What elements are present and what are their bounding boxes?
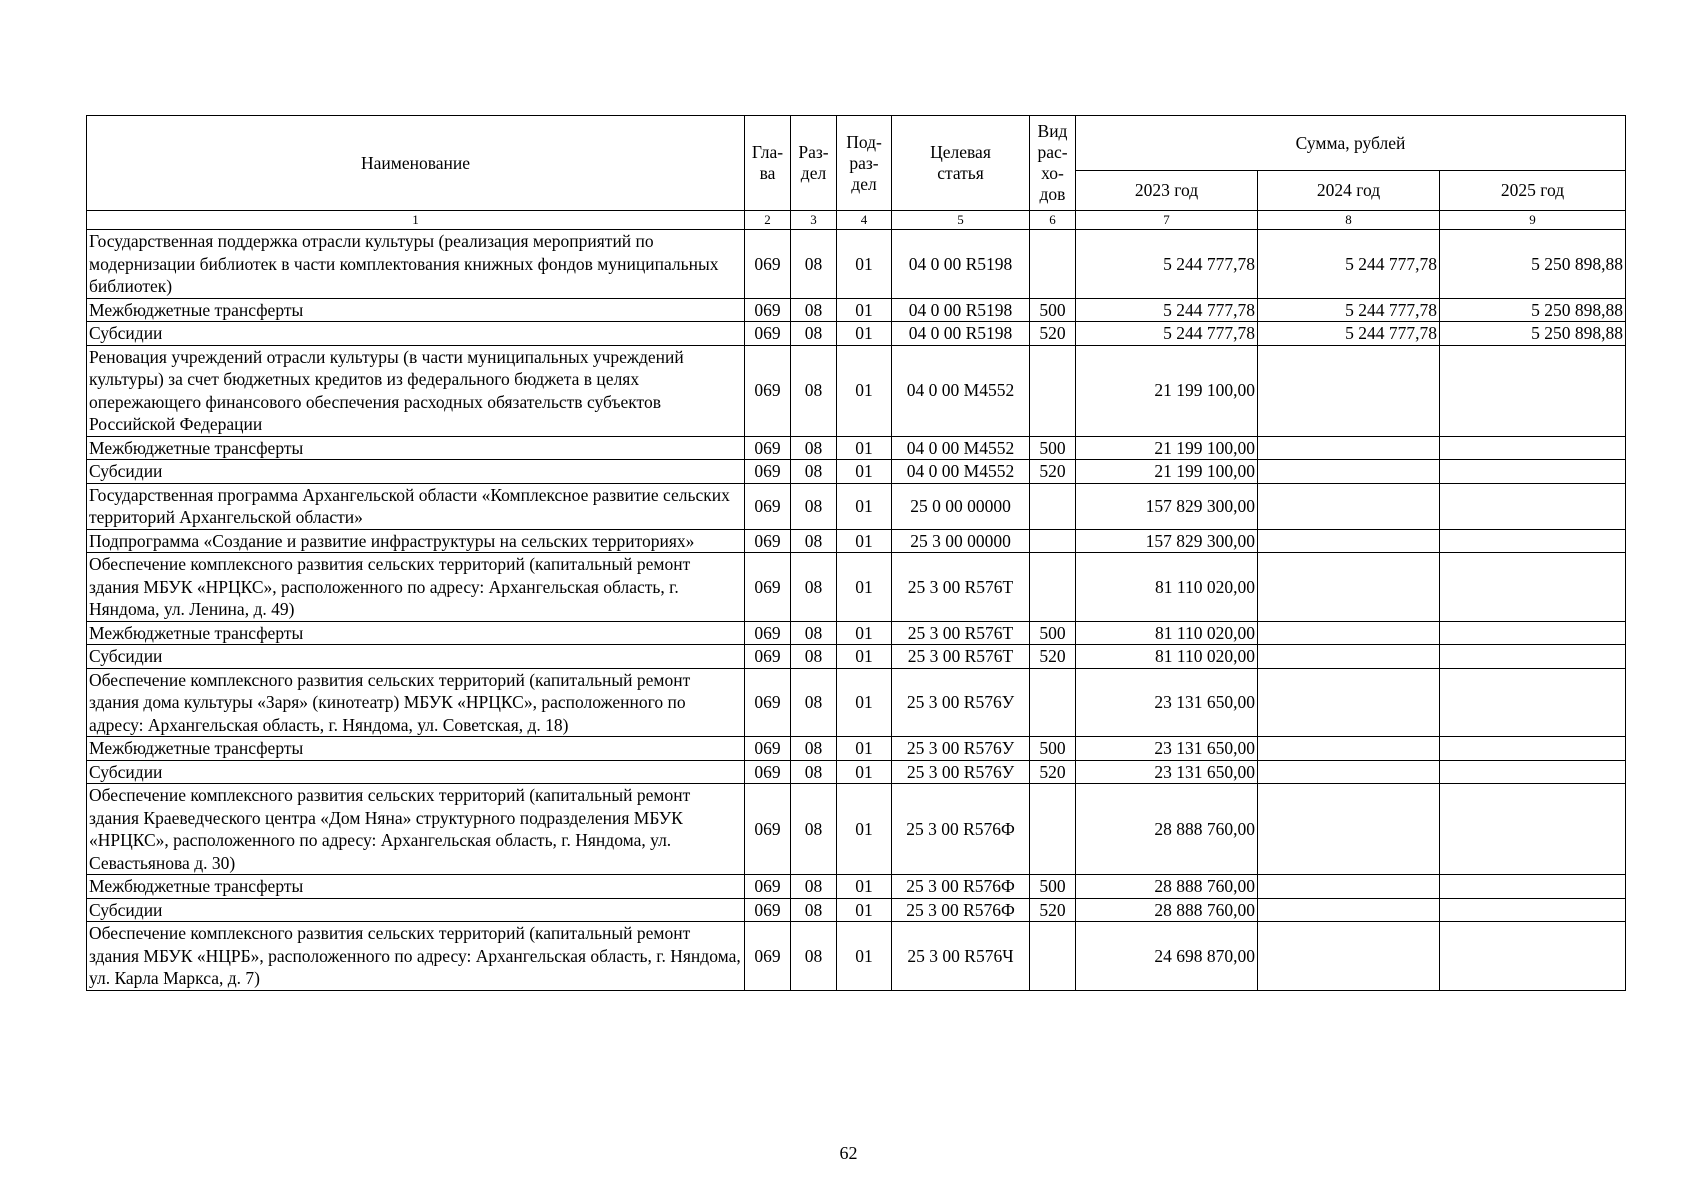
row-name-cell: Обеспечение комплексного развития сельских территорий (капитальный ремонт здания МБУК «НРЦКС», расположенного по адресу: Архангельская область, г. Няндома, ул. Ленина, д. 49) <box>87 553 745 622</box>
row-vid-cell: 520 <box>1030 460 1076 484</box>
row-vid-cell: 520 <box>1030 760 1076 784</box>
row-razdel-cell: 08 <box>791 898 837 922</box>
row-name-cell: Государственная поддержка отрасли культуры (реализация мероприятий по модернизации библиотек в части комплектования книжных фондов муниципальных библиотек) <box>87 230 745 299</box>
table-row <box>87 230 1626 299</box>
row-razdel-cell: 08 <box>791 737 837 761</box>
row-2025-cell <box>1440 922 1626 991</box>
row-2023-cell: 28 888 760,00 <box>1076 784 1258 875</box>
row-glava-cell: 069 <box>745 483 791 529</box>
column-number-cell: 8 <box>1258 211 1440 230</box>
row-celevaya-cell: 25 3 00 R576Ф <box>892 875 1030 899</box>
row-celevaya-cell: 25 0 00 00000 <box>892 483 1030 529</box>
row-glava-cell: 069 <box>745 922 791 991</box>
row-glava-cell: 069 <box>745 784 791 875</box>
row-2024-cell <box>1258 875 1440 899</box>
row-podrazdel-cell: 01 <box>837 345 892 436</box>
row-2024-cell <box>1258 737 1440 761</box>
row-2025-cell <box>1440 621 1626 645</box>
row-glava-cell: 069 <box>745 621 791 645</box>
row-2025-cell <box>1440 345 1626 436</box>
row-razdel-cell: 08 <box>791 322 837 346</box>
row-2023-cell: 21 199 100,00 <box>1076 436 1258 460</box>
row-podrazdel-cell: 01 <box>837 898 892 922</box>
row-podrazdel-cell: 01 <box>837 737 892 761</box>
row-2023-cell: 21 199 100,00 <box>1076 460 1258 484</box>
table-row <box>87 760 1626 784</box>
row-glava-cell: 069 <box>745 230 791 299</box>
row-2024-cell <box>1258 760 1440 784</box>
row-vid-cell <box>1030 483 1076 529</box>
row-razdel-cell: 08 <box>791 460 837 484</box>
row-podrazdel-cell: 01 <box>837 668 892 737</box>
row-razdel-cell: 08 <box>791 922 837 991</box>
row-glava-cell: 069 <box>745 875 791 899</box>
table-body <box>87 230 1626 991</box>
row-name-cell: Межбюджетные трансферты <box>87 737 745 761</box>
row-name-cell: Реновация учреждений отрасли культуры (в части муниципальных учреждений культуры) за счет бюджетных кредитов из федерального бюджета в целях опережающего финансового обеспечения расходных обязательств субъектов Российской Федерации <box>87 345 745 436</box>
row-vid-cell: 500 <box>1030 298 1076 322</box>
row-celevaya-cell: 04 0 00 М4552 <box>892 345 1030 436</box>
row-2023-cell: 23 131 650,00 <box>1076 737 1258 761</box>
row-podrazdel-cell: 01 <box>837 760 892 784</box>
table-row <box>87 553 1626 622</box>
row-2023-cell: 157 829 300,00 <box>1076 483 1258 529</box>
row-2025-cell <box>1440 898 1626 922</box>
row-vid-cell <box>1030 922 1076 991</box>
budget-table <box>86 115 1626 991</box>
page-number: 62 <box>839 1143 858 1163</box>
row-razdel-cell: 08 <box>791 645 837 669</box>
row-2025-cell <box>1440 436 1626 460</box>
row-podrazdel-cell: 01 <box>837 483 892 529</box>
column-number-cell: 3 <box>791 211 837 230</box>
row-podrazdel-cell: 01 <box>837 645 892 669</box>
row-2024-cell <box>1258 529 1440 553</box>
row-name-cell: Межбюджетные трансферты <box>87 436 745 460</box>
row-2024-cell <box>1258 668 1440 737</box>
header-celevaya: Целевая статья <box>892 116 1030 211</box>
header-podrazdel: Под- раз- дел <box>837 116 892 211</box>
table-row <box>87 322 1626 346</box>
header-2024: 2024 год <box>1258 171 1440 211</box>
row-podrazdel-cell: 01 <box>837 922 892 991</box>
row-2025-cell <box>1440 784 1626 875</box>
header-2023: 2023 год <box>1076 171 1258 211</box>
row-podrazdel-cell: 01 <box>837 529 892 553</box>
row-podrazdel-cell: 01 <box>837 621 892 645</box>
row-vid-cell: 520 <box>1030 645 1076 669</box>
row-celevaya-cell: 25 3 00 R576Т <box>892 621 1030 645</box>
row-vid-cell <box>1030 230 1076 299</box>
row-2023-cell: 24 698 870,00 <box>1076 922 1258 991</box>
table-row <box>87 668 1626 737</box>
row-name-cell: Межбюджетные трансферты <box>87 875 745 899</box>
row-2025-cell <box>1440 645 1626 669</box>
table-row <box>87 529 1626 553</box>
row-podrazdel-cell: 01 <box>837 230 892 299</box>
table-row <box>87 298 1626 322</box>
row-glava-cell: 069 <box>745 529 791 553</box>
row-name-cell: Государственная программа Архангельской области «Комплексное развитие сельских территорий Архангельской области» <box>87 483 745 529</box>
row-vid-cell <box>1030 529 1076 553</box>
row-glava-cell: 069 <box>745 322 791 346</box>
row-2023-cell: 157 829 300,00 <box>1076 529 1258 553</box>
row-razdel-cell: 08 <box>791 298 837 322</box>
row-2025-cell <box>1440 483 1626 529</box>
row-podrazdel-cell: 01 <box>837 436 892 460</box>
row-2024-cell: 5 244 777,78 <box>1258 322 1440 346</box>
row-2023-cell: 5 244 777,78 <box>1076 322 1258 346</box>
row-name-cell: Субсидии <box>87 645 745 669</box>
row-vid-cell: 500 <box>1030 436 1076 460</box>
table-row <box>87 483 1626 529</box>
row-2023-cell: 28 888 760,00 <box>1076 875 1258 899</box>
row-vid-cell <box>1030 668 1076 737</box>
row-glava-cell: 069 <box>745 436 791 460</box>
row-glava-cell: 069 <box>745 345 791 436</box>
row-2024-cell <box>1258 784 1440 875</box>
row-2023-cell: 28 888 760,00 <box>1076 898 1258 922</box>
row-razdel-cell: 08 <box>791 875 837 899</box>
row-vid-cell <box>1030 345 1076 436</box>
row-razdel-cell: 08 <box>791 760 837 784</box>
row-name-cell: Обеспечение комплексного развития сельских территорий (капитальный ремонт здания дома культуры «Заря» (кинотеатр) МБУК «НРЦКС», расположенного по адресу: Архангельская область, г. Няндома, ул. Советская, д. 18) <box>87 668 745 737</box>
row-razdel-cell: 08 <box>791 784 837 875</box>
row-2024-cell <box>1258 436 1440 460</box>
row-2023-cell: 5 244 777,78 <box>1076 230 1258 299</box>
row-2025-cell <box>1440 760 1626 784</box>
row-2023-cell: 81 110 020,00 <box>1076 621 1258 645</box>
header-summa: Сумма, рублей <box>1076 116 1626 171</box>
row-name-cell: Межбюджетные трансферты <box>87 621 745 645</box>
row-celevaya-cell: 25 3 00 R576Ч <box>892 922 1030 991</box>
row-2023-cell: 5 244 777,78 <box>1076 298 1258 322</box>
table-row <box>87 898 1626 922</box>
table-row <box>87 737 1626 761</box>
row-razdel-cell: 08 <box>791 483 837 529</box>
row-celevaya-cell: 04 0 00 R5198 <box>892 230 1030 299</box>
row-name-cell: Субсидии <box>87 898 745 922</box>
column-number-cell: 2 <box>745 211 791 230</box>
row-2025-cell: 5 250 898,88 <box>1440 298 1626 322</box>
row-2023-cell: 21 199 100,00 <box>1076 345 1258 436</box>
row-celevaya-cell: 25 3 00 R576У <box>892 668 1030 737</box>
header-razdel: Раз- дел <box>791 116 837 211</box>
row-podrazdel-cell: 01 <box>837 322 892 346</box>
column-number-cell: 7 <box>1076 211 1258 230</box>
row-vid-cell: 500 <box>1030 621 1076 645</box>
row-podrazdel-cell: 01 <box>837 875 892 899</box>
row-2023-cell: 23 131 650,00 <box>1076 760 1258 784</box>
row-2024-cell <box>1258 483 1440 529</box>
row-podrazdel-cell: 01 <box>837 784 892 875</box>
row-2023-cell: 81 110 020,00 <box>1076 645 1258 669</box>
row-vid-cell: 520 <box>1030 322 1076 346</box>
row-vid-cell: 500 <box>1030 737 1076 761</box>
row-razdel-cell: 08 <box>791 553 837 622</box>
table-row <box>87 784 1626 875</box>
row-2025-cell <box>1440 737 1626 761</box>
row-podrazdel-cell: 01 <box>837 553 892 622</box>
row-2025-cell <box>1440 875 1626 899</box>
row-glava-cell: 069 <box>745 737 791 761</box>
row-glava-cell: 069 <box>745 898 791 922</box>
row-glava-cell: 069 <box>745 760 791 784</box>
column-number-cell: 4 <box>837 211 892 230</box>
row-celevaya-cell: 04 0 00 М4552 <box>892 460 1030 484</box>
row-2024-cell <box>1258 922 1440 991</box>
row-celevaya-cell: 25 3 00 R576Ф <box>892 898 1030 922</box>
column-number-cell: 6 <box>1030 211 1076 230</box>
table-row <box>87 436 1626 460</box>
row-2024-cell <box>1258 645 1440 669</box>
header-vid: Вид рас- хо- дов <box>1030 116 1076 211</box>
row-name-cell: Субсидии <box>87 460 745 484</box>
row-vid-cell <box>1030 784 1076 875</box>
row-vid-cell <box>1030 553 1076 622</box>
row-razdel-cell: 08 <box>791 436 837 460</box>
row-podrazdel-cell: 01 <box>837 298 892 322</box>
row-2025-cell <box>1440 460 1626 484</box>
row-celevaya-cell: 25 3 00 R576Т <box>892 553 1030 622</box>
row-2024-cell <box>1258 553 1440 622</box>
column-number-cell: 5 <box>892 211 1030 230</box>
row-celevaya-cell: 04 0 00 R5198 <box>892 298 1030 322</box>
row-celevaya-cell: 04 0 00 R5198 <box>892 322 1030 346</box>
row-razdel-cell: 08 <box>791 345 837 436</box>
row-name-cell: Межбюджетные трансферты <box>87 298 745 322</box>
header-glava: Гла- ва <box>745 116 791 211</box>
row-2025-cell <box>1440 668 1626 737</box>
row-celevaya-cell: 25 3 00 R576У <box>892 737 1030 761</box>
row-glava-cell: 069 <box>745 645 791 669</box>
row-2024-cell <box>1258 898 1440 922</box>
header-2025: 2025 год <box>1440 171 1626 211</box>
table-row <box>87 645 1626 669</box>
column-number-row <box>87 211 1626 230</box>
row-celevaya-cell: 25 3 00 R576У <box>892 760 1030 784</box>
row-2024-cell: 5 244 777,78 <box>1258 230 1440 299</box>
row-celevaya-cell: 25 3 00 00000 <box>892 529 1030 553</box>
row-razdel-cell: 08 <box>791 668 837 737</box>
row-celevaya-cell: 25 3 00 R576Ф <box>892 784 1030 875</box>
row-razdel-cell: 08 <box>791 230 837 299</box>
row-2025-cell <box>1440 553 1626 622</box>
row-2025-cell: 5 250 898,88 <box>1440 230 1626 299</box>
row-celevaya-cell: 04 0 00 М4552 <box>892 436 1030 460</box>
row-name-cell: Обеспечение комплексного развития сельских территорий (капитальный ремонт здания Краеведческого центра «Дом Няна» структурного подразделения МБУК «НРЦКС», расположенного по адресу: Архангельская область, г. Няндома, ул. Севастьянова д. 30) <box>87 784 745 875</box>
row-celevaya-cell: 25 3 00 R576Т <box>892 645 1030 669</box>
row-2024-cell <box>1258 621 1440 645</box>
row-glava-cell: 069 <box>745 460 791 484</box>
row-2024-cell <box>1258 460 1440 484</box>
row-2024-cell: 5 244 777,78 <box>1258 298 1440 322</box>
row-glava-cell: 069 <box>745 298 791 322</box>
row-2024-cell <box>1258 345 1440 436</box>
row-2025-cell <box>1440 529 1626 553</box>
row-2023-cell: 23 131 650,00 <box>1076 668 1258 737</box>
row-razdel-cell: 08 <box>791 621 837 645</box>
row-2023-cell: 81 110 020,00 <box>1076 553 1258 622</box>
row-2025-cell: 5 250 898,88 <box>1440 322 1626 346</box>
row-name-cell: Обеспечение комплексного развития сельских территорий (капитальный ремонт здания МБУК «НЦРБ», расположенного по адресу: Архангельская область, г. Няндома, ул. Карла Маркса, д. 7) <box>87 922 745 991</box>
table-row <box>87 621 1626 645</box>
table-row <box>87 922 1626 991</box>
table-row <box>87 460 1626 484</box>
row-vid-cell: 500 <box>1030 875 1076 899</box>
row-name-cell: Подпрограмма «Создание и развитие инфраструктуры на сельских территориях» <box>87 529 745 553</box>
column-number-cell: 9 <box>1440 211 1626 230</box>
row-razdel-cell: 08 <box>791 529 837 553</box>
row-glava-cell: 069 <box>745 668 791 737</box>
row-podrazdel-cell: 01 <box>837 460 892 484</box>
row-name-cell: Субсидии <box>87 760 745 784</box>
row-name-cell: Субсидии <box>87 322 745 346</box>
table-row <box>87 345 1626 436</box>
header-name: Наименование <box>87 116 745 211</box>
column-number-cell: 1 <box>87 211 745 230</box>
row-glava-cell: 069 <box>745 553 791 622</box>
row-vid-cell: 520 <box>1030 898 1076 922</box>
table-row <box>87 875 1626 899</box>
